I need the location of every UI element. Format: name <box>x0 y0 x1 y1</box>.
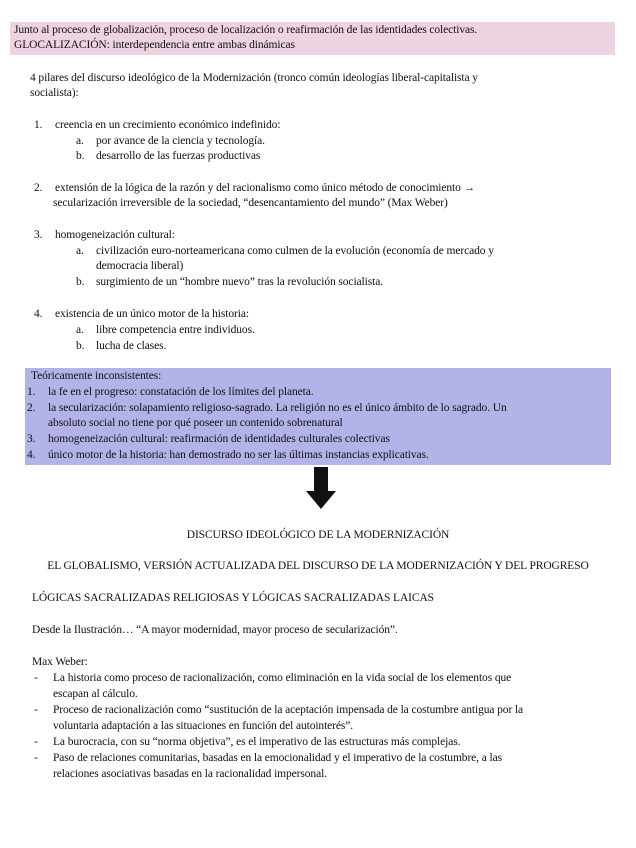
sub-mark: b. <box>76 340 85 352</box>
pillars-intro: 4 pilares del discurso ideológico de la Modernización (tronco común ideologías liberal-capitalista y <box>30 72 478 84</box>
weber-item-cont: escapan al cálculo. <box>53 688 138 700</box>
sub-text: libre competencia entre individuos. <box>96 324 255 336</box>
weber-item-text: La historia como proceso de racionalización, como eliminación en la vida social de los elementos que <box>53 672 512 684</box>
pillar-number: 3. <box>34 229 43 241</box>
inconsistent-item: único motor de la historia: han demostrado no ser las últimas instancias explicativas. <box>48 449 429 461</box>
inconsistent-item-cont: absoluto social no tiene por qué poseer un contenido sobrenatural <box>48 417 343 429</box>
inconsistent-item: la secularización: solapamiento religioso-sagrado. La religión no es el único ámbito de lo sagrado. Un <box>48 402 507 414</box>
inconsistent-number: 4. <box>27 449 36 461</box>
section-heading-modernization: DISCURSO IDEOLÓGICO DE LA MODERNIZACIÓN <box>186 529 450 541</box>
globalization-text: Junto al proceso de globalización, proceso de localización o reafirmación de las identidades colectivas. <box>14 24 478 36</box>
weber-item-cont: voluntaria adaptación a las situaciones en función del autointerés”. <box>53 720 354 732</box>
sub-text-cont: democracia liberal) <box>96 260 184 272</box>
bullet-dash: - <box>34 736 38 748</box>
enlightenment-quote: Desde la Ilustración… “A mayor modernidad, mayor proceso de secularización”. <box>32 624 398 636</box>
sub-text: civilización euro-norteamericana como culmen de la evolución (economía de mercado y <box>96 245 494 257</box>
pillar-text: existencia de un único motor de la historia: <box>55 308 249 320</box>
sub-mark: a. <box>76 135 84 147</box>
inconsistent-item: homogeneización cultural: reafirmación de identidades culturales colectivas <box>48 433 390 445</box>
sub-mark: b. <box>76 150 85 162</box>
sub-text: por avance de la ciencia y tecnología. <box>96 135 265 147</box>
down-arrow-icon <box>305 467 337 511</box>
pillar-number: 2. <box>34 182 43 194</box>
inconsistent-number: 2. <box>27 402 36 414</box>
pillar-text-cont: secularización irreversible de la sociedad, “desencantamiento del mundo” (Max Weber) <box>53 197 448 209</box>
inconsistent-item: la fe en el progreso: constatación de los límites del planeta. <box>48 386 314 398</box>
sub-text: desarrollo de las fuerzas productivas <box>96 150 261 162</box>
inconsistent-title: Teóricamente inconsistentes: <box>31 370 162 382</box>
sub-mark: a. <box>76 324 84 336</box>
pillar-number: 4. <box>34 308 43 320</box>
pillars-intro-cont: socialista): <box>30 87 79 99</box>
weber-item-text: La burocracia, con su “norma objetiva”, es el imperativo de las estructuras más complejas. <box>53 736 461 748</box>
sub-text: surgimiento de un “hombre nuevo” tras la revolución socialista. <box>96 276 383 288</box>
pillar-text: extensión de la lógica de la razón y del racionalismo como único método de conocimiento → <box>55 182 475 194</box>
weber-label: Max Weber: <box>32 656 88 668</box>
glocalization-text: GLOCALIZACIÓN: interdependencia entre ambas dinámicas <box>14 39 295 51</box>
sub-mark: a. <box>76 245 84 257</box>
weber-item-cont: relaciones asociativas basadas en la racionalidad impersonal. <box>53 768 327 780</box>
bullet-dash: - <box>34 752 38 764</box>
bullet-dash: - <box>34 672 38 684</box>
inconsistent-number: 3. <box>27 433 36 445</box>
sub-mark: b. <box>76 276 85 288</box>
inconsistent-number: 1. <box>27 386 36 398</box>
section-heading-sacralized: LÓGICAS SACRALIZADAS RELIGIOSAS Y LÓGICAS SACRALIZADAS LAICAS <box>32 592 434 604</box>
weber-item-text: Paso de relaciones comunitarias, basadas en la emocionalidad y el imperativo de la costumbre, a las <box>53 752 502 764</box>
pillar-text: homogeneización cultural: <box>55 229 175 241</box>
pillar-number: 1. <box>34 119 43 131</box>
weber-item-text: Proceso de racionalización como “sustitución de la aceptación impensada de la costumbre antigua por la <box>53 704 524 716</box>
bullet-dash: - <box>34 704 38 716</box>
section-heading-globalism: EL GLOBALISMO, VERSIÓN ACTUALIZADA DEL DISCURSO DE LA MODERNIZACIÓN Y DEL PROGRESO <box>47 560 589 572</box>
sub-text: lucha de clases. <box>96 340 167 352</box>
pillar-text: creencia en un crecimiento económico indefinido: <box>55 119 281 131</box>
